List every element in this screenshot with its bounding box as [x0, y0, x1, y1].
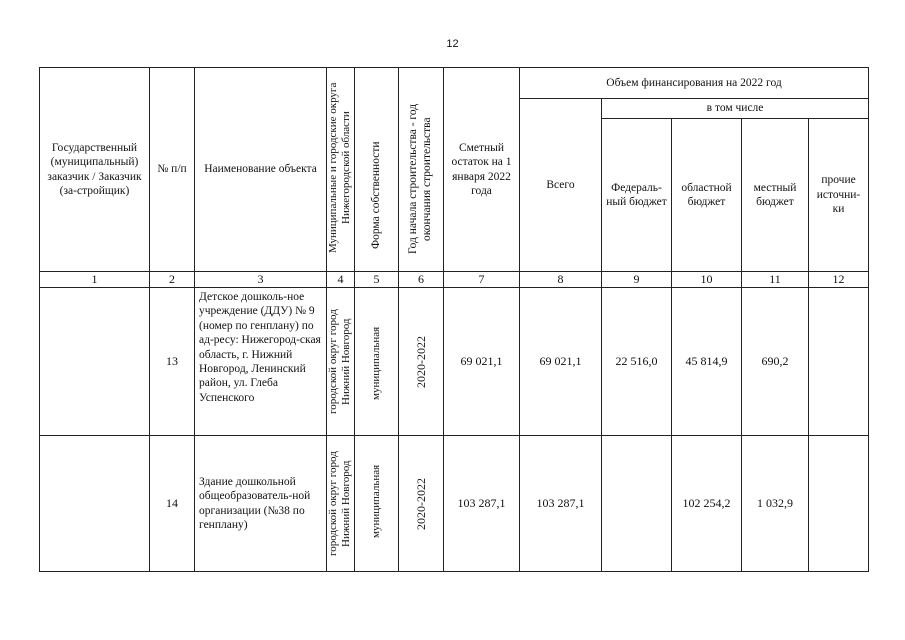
column-number: 5	[355, 272, 399, 288]
row-municipality-cell	[327, 288, 355, 436]
header-funding-volume: Объем финансирования на 2022 год	[520, 68, 869, 99]
header-municipality: Муниципальные и городские округа Нижегородской области	[327, 82, 353, 254]
row-total: 69 021,1	[520, 288, 602, 436]
page-number: 12	[446, 38, 459, 50]
column-number: 9	[602, 272, 672, 288]
column-number: 11	[742, 272, 809, 288]
header-no: № п/п	[150, 68, 195, 272]
row-regional: 102 254,2	[672, 436, 742, 572]
row-years-cell	[399, 288, 444, 436]
header-local: местный бюджет	[742, 119, 809, 272]
header-years-cell	[399, 68, 444, 272]
column-number: 4	[327, 272, 355, 288]
header-federal: Федераль-ный бюджет	[602, 119, 672, 272]
column-number: 8	[520, 272, 602, 288]
row-no: 14	[150, 436, 195, 572]
row-federal	[602, 436, 672, 572]
header-ownership-cell	[355, 68, 399, 272]
header-including: в том числе	[602, 99, 869, 119]
column-number: 6	[399, 272, 444, 288]
row-federal: 22 516,0	[602, 288, 672, 436]
header-estimate-remainder: Сметный остаток на 1 января 2022 года	[444, 68, 520, 272]
row-object-name: Здание дошкольной общеобразователь-ной организации (№38 по генплану)	[195, 436, 327, 572]
row-other	[809, 436, 869, 572]
row-municipality-cell	[327, 436, 355, 572]
row-ownership-cell	[355, 288, 399, 436]
header-years: Год начала строительства - год окончания строительства	[407, 103, 433, 255]
row-ownership: муниципальная	[369, 464, 382, 538]
column-number: 10	[672, 272, 742, 288]
row-estimate-remainder: 69 021,1	[444, 288, 520, 436]
header-total: Всего	[520, 99, 602, 272]
row-estimate-remainder: 103 287,1	[444, 436, 520, 572]
row-local: 1 032,9	[742, 436, 809, 572]
column-number: 1	[40, 272, 150, 288]
row-total: 103 287,1	[520, 436, 602, 572]
header-municipality-cell	[327, 68, 355, 272]
header-ownership: Форма собственности	[369, 141, 382, 249]
row-years: 2020-2022	[413, 335, 428, 388]
row-municipality: городской округ город Нижний Новгород	[327, 309, 353, 414]
header-regional: областной бюджет	[672, 119, 742, 272]
row-no: 13	[150, 288, 195, 436]
row-customer	[40, 288, 150, 436]
header-other: прочие источни-ки	[809, 119, 869, 272]
column-number: 2	[150, 272, 195, 288]
header-row-1	[40, 68, 869, 99]
row-years-cell	[399, 436, 444, 572]
row-municipality: городской округ город Нижний Новгород	[327, 451, 353, 556]
column-number: 3	[195, 272, 327, 288]
row-object-name: Детское дошколь-ное учреждение (ДДУ) № 9 (номер по генплану) по ад-ресу: Нижегород-ская область, г. Нижний Новгород, Ленинский район, ул. Глеба Успенского	[195, 288, 327, 436]
column-numbers-row	[40, 272, 869, 288]
row-local: 690,2	[742, 288, 809, 436]
row-ownership-cell	[355, 436, 399, 572]
header-object-name: Наименование объекта	[195, 68, 327, 272]
column-number: 7	[444, 272, 520, 288]
row-other	[809, 288, 869, 436]
table-row	[40, 288, 869, 436]
row-regional: 45 814,9	[672, 288, 742, 436]
row-years: 2020-2022	[413, 477, 428, 530]
row-customer	[40, 436, 150, 572]
row-ownership: муниципальная	[369, 326, 382, 400]
header-customer: Государственный (муниципальный) заказчик / Заказчик (за-стройщик)	[40, 68, 150, 272]
table-row	[40, 436, 869, 572]
funding-table	[39, 67, 869, 572]
column-number: 12	[809, 272, 869, 288]
